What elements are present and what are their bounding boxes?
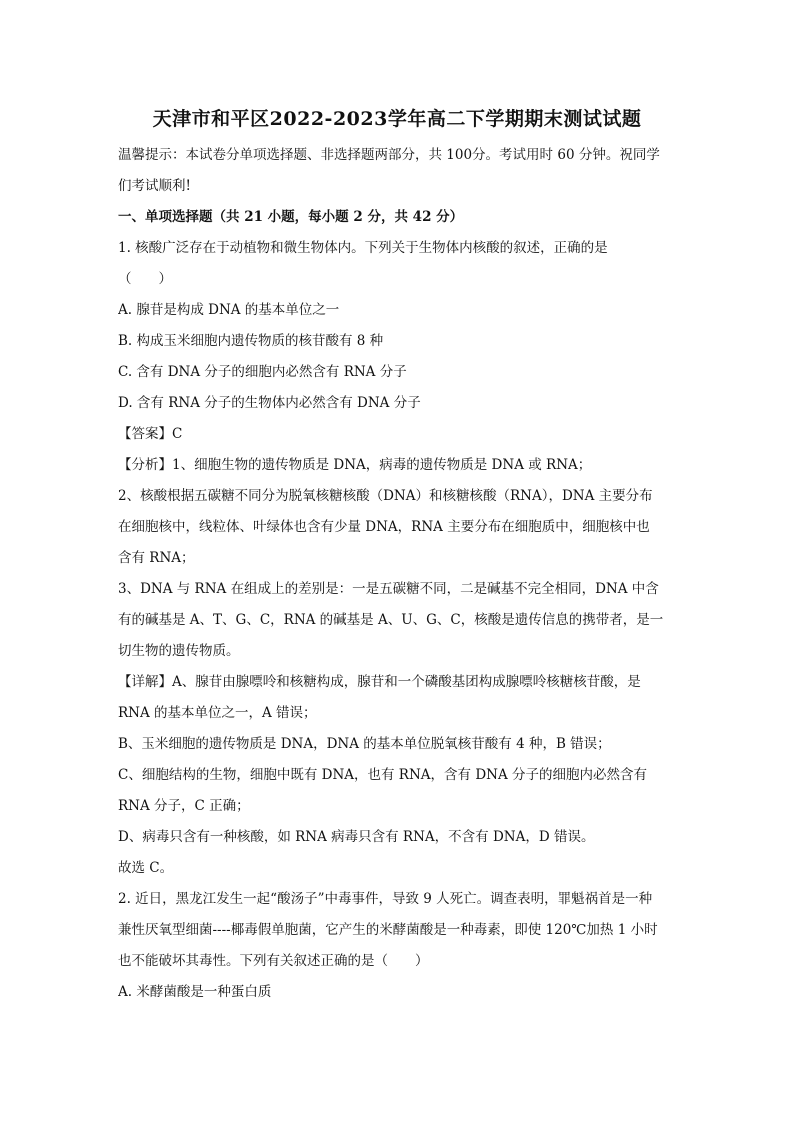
analysis-line: 【分析】1、细胞生物的遗传物质是 DNA，病毒的遗传物质是 DNA 或 RNA； bbox=[118, 457, 592, 473]
analysis-line: 3、DNA 与 RNA 在组成上的差别是：一是五碳糖不同，二是碱基不完全相同，DNA 中含 bbox=[118, 581, 659, 597]
notice-line-1: 温馨提示：本试卷分单项选择题、非选择题两部分，共 100分。考试用时 60 分钟。祝同学 bbox=[118, 147, 660, 163]
analysis-line: 2、核酸根据五碳糖不同分为脱氧核糖核酸（DNA）和核糖核酸（RNA），DNA 主要分布 bbox=[118, 488, 653, 504]
page-title: 天津市和平区2022-2023学年高二下学期期末测试试题 bbox=[152, 108, 642, 130]
document-body bbox=[118, 140, 678, 1008]
question-1-blank: （ ） bbox=[118, 271, 172, 287]
question-1-stem: 1. 核酸广泛存在于动植物和微生物体内。下列关于生物体内核酸的叙述，正确的是 bbox=[118, 240, 608, 256]
analysis-line: 切生物的遗传物质。 bbox=[118, 643, 240, 659]
question-2 bbox=[118, 884, 678, 1008]
question-1-option-b: B. 构成玉米细胞内遗传物质的核苷酸有 8 种 bbox=[118, 333, 384, 349]
question-1 bbox=[118, 233, 678, 884]
question-1-conclusion: 故选 C。 bbox=[118, 860, 174, 876]
section-heading: 一、单项选择题（共 21 小题，每小题 2 分，共 42 分） bbox=[118, 209, 464, 225]
analysis-line: 有的碱基是 A、T、G、C，RNA 的碱基是 A、U、G、C，核酸是遗传信息的携带者，是一 bbox=[118, 612, 664, 628]
detail-line: RNA 分子，C 正确； bbox=[118, 798, 250, 814]
question-2-option-a: A. 米酵菌酸是一种蛋白质 bbox=[118, 984, 272, 1000]
question-2-stem-line: 兼性厌氧型细菌----椰毒假单胞菌，它产生的米酵菌酸是一种毒素，即使 120℃加热 1 小时 bbox=[118, 922, 658, 938]
detail-line: D、病毒只含有一种核酸，如 RNA 病毒只含有 RNA，不含有 DNA，D 错误。 bbox=[118, 829, 595, 845]
question-2-stem-line: 2. 近日，黑龙江发生一起“酸汤子”中毒事件，导致 9 人死亡。调查表明，罪魁祸首是一种 bbox=[118, 891, 653, 907]
question-1-answer: 【答案】C bbox=[118, 426, 183, 442]
notice-line-2: 们考试顺利! bbox=[118, 178, 191, 194]
question-1-option-a: A. 腺苷是构成 DNA 的基本单位之一 bbox=[118, 302, 340, 318]
detail-line: C、细胞结构的生物，细胞中既有 DNA，也有 RNA，含有 DNA 分子的细胞内必然含有 bbox=[118, 767, 647, 783]
detail-line: 【详解】A、腺苷由腺嘌呤和核糖构成，腺苷和一个磷酸基团构成腺嘌呤核糖核苷酸，是 bbox=[118, 674, 641, 690]
question-2-stem-line: 也不能破坏其毒性。下列有关叙述正确的是（ ） bbox=[118, 953, 429, 969]
question-1-option-d: D. 含有 RNA 分子的生物体内必然含有 DNA 分子 bbox=[118, 395, 421, 411]
analysis-line: 含有 RNA； bbox=[118, 550, 195, 566]
detail-line: B、玉米细胞的遗传物质是 DNA，DNA 的基本单位脱氧核苷酸有 4 种，B 错误； bbox=[118, 736, 611, 752]
detail-line: RNA 的基本单位之一，A 错误； bbox=[118, 705, 317, 721]
question-1-option-c: C. 含有 DNA 分子的细胞内必然含有 RNA 分子 bbox=[118, 364, 407, 380]
analysis-line: 在细胞核中，线粒体、叶绿体也含有少量 DNA，RNA 主要分布在细胞质中，细胞核中也 bbox=[118, 519, 650, 535]
